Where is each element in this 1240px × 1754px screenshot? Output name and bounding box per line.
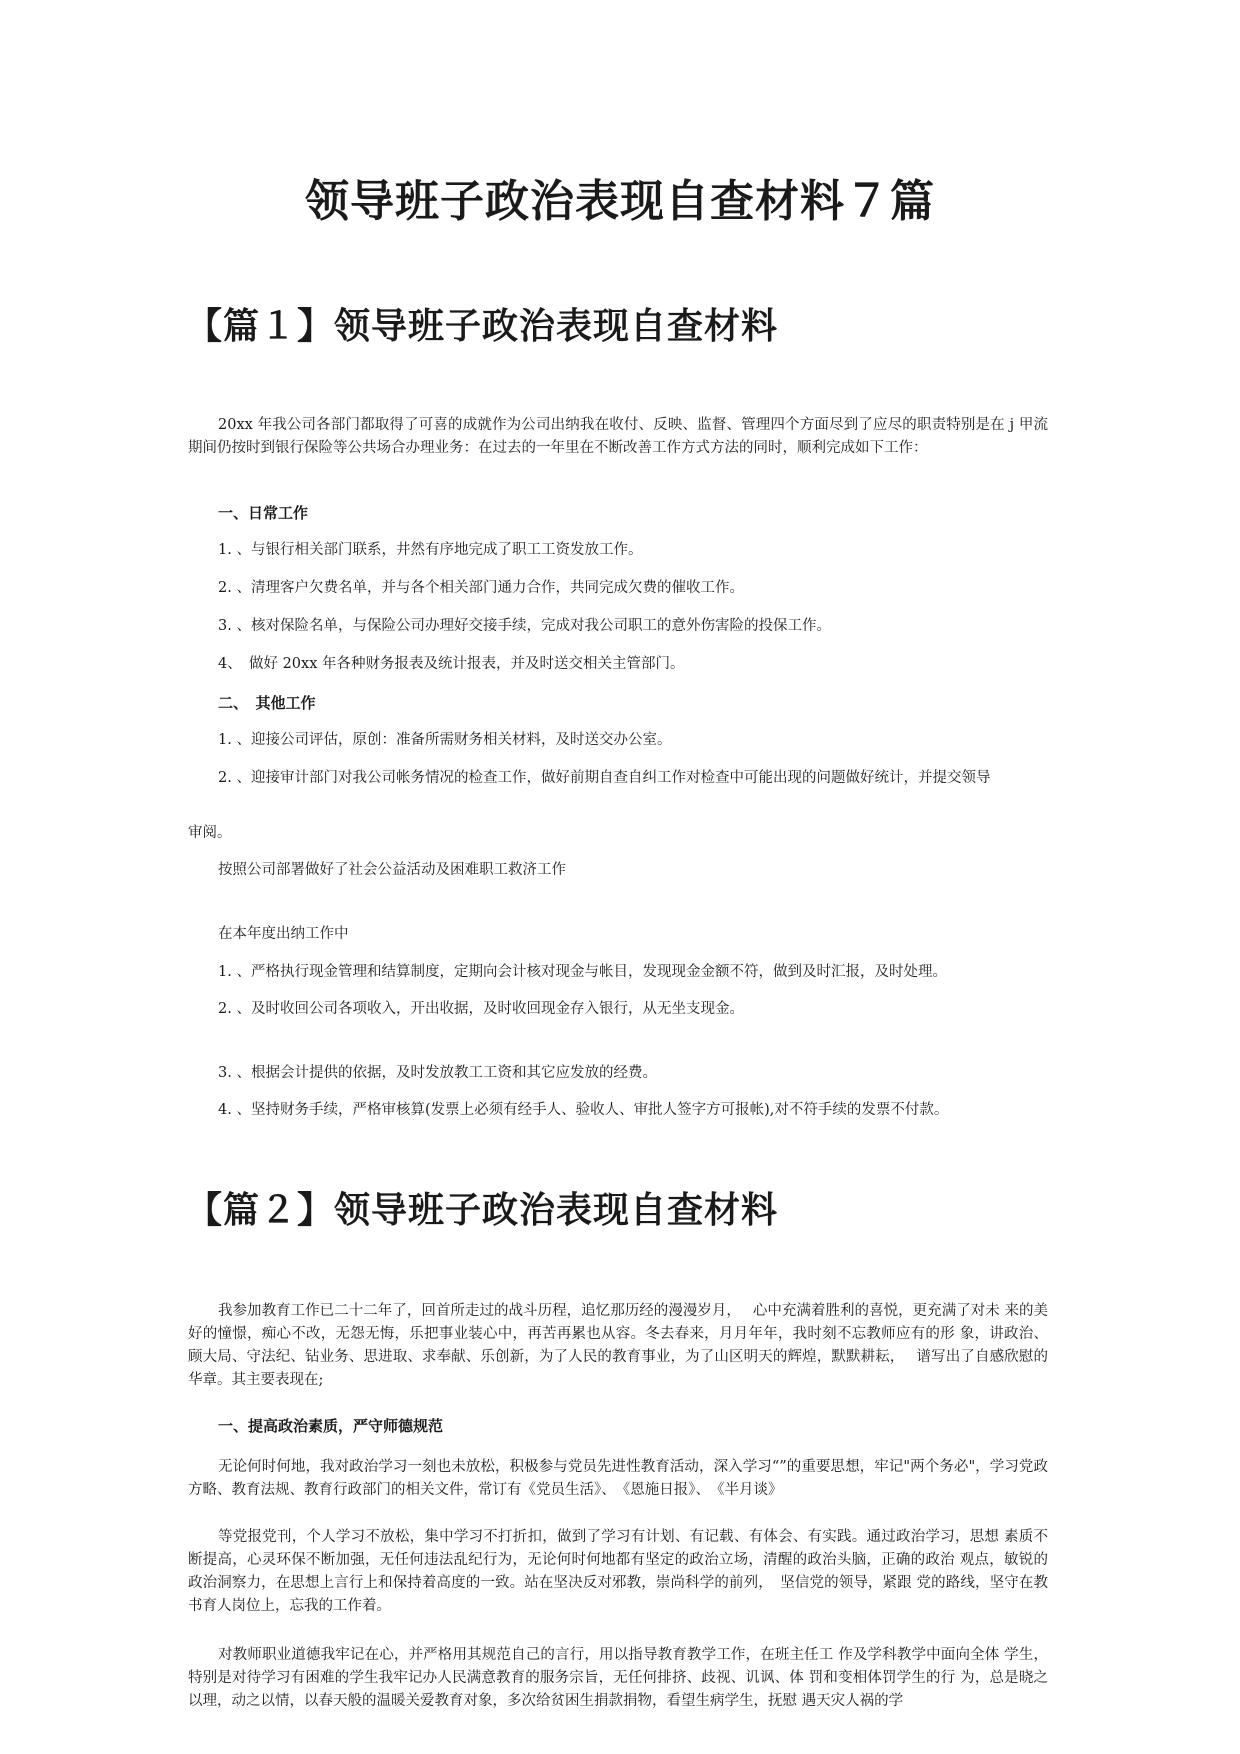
- section-1-subheading-daily-work: 一、日常工作: [218, 504, 309, 522]
- list-item: 3. 、根据会计提供的依据，及时发放教工工资和其它应发放的经费。: [218, 1065, 657, 1081]
- section-2-intro: 我参加教育工作已二十二年了，回首所走过的战斗历程，追忆那历经的漫漫岁月， 心中充满着胜利的喜悦，更充满了对未 来的美好的憧憬，痴心不改，无怨无悔，乐把事业装心中，再苦再累也从容。冬去春来，月月年年，我时刻不忘教师应有的形 象，讲政治、顾大局、守法纪、钻业务、思进取、求奉献、乐创新，为了人民的教育事业，为了山区明天的辉煌，默默耕耘， 谱写出了自感欣慰的华章。其主要表现在;: [188, 1303, 1048, 1388]
- section-2-heading: 【篇２】领导班子政治表现自查材料: [186, 1189, 779, 1231]
- section-2-paragraph: 无论何时何地，我对政治学习一刻也未放松，积极参与党员先进性教育活动，深入学习“”的重要思想，牢记"两个务必"，学习党政方略、教育法规、教育行政部门的相关文件，常订有《党员生活》、 《恩施日报》、 《半月谈》: [188, 1459, 1048, 1498]
- list-item: 4. 、坚持财务手续，严格审核算(发票上必须有经手人、验收人、审批人签字方可报帐),对不符手续的发票不付款。: [218, 1102, 949, 1118]
- continuation-line: 审阅。: [188, 825, 232, 841]
- section-1-subheading-other-work: 二、 其他工作: [218, 694, 316, 712]
- section-1-intro: 20xx 年我公司各部门都取得了可喜的成就作为公司出纳我在收付、反映、监督、管理四个方面尽到了应尽的职责特别是在 j 甲流期间仍按时到银行保险等公共场合办理业务：在过去的一年里在不断改善工作方式方法的同时，顺利完成如下工作：: [188, 417, 1048, 456]
- cashier-work-line: 在本年度出纳工作中: [218, 926, 349, 942]
- list-item: 2. 、清理客户欠费名单，并与各个相关部门通力合作，共同完成欠费的催收工作。: [218, 580, 744, 596]
- list-item: 1. 、迎接公司评估，原创：准备所需财务相关材料，及时送交办公室。: [218, 732, 672, 748]
- list-item: 2. 、及时收回公司各项收入，开出收据，及时收回现金存入银行，从无坐支现金。: [218, 1001, 744, 1017]
- section-2-paragraph: 对教师职业道德我牢记在心，并严格用其规范自己的言行，用以指导教育教学工作，在班主任工 作及学科教学中面向全体 学生，特别是对待学习有困难的学生我牢记办人民满意教育的服务宗旨，无任何排挤、歧视、讥讽、体 罚和变相体罚学生的行 为，总是晓之以理，动之以情，以春天般的温暖关爱教育对象，多次给贫困生捐款捐物，看望生病学生，抚慰 遇天灾人祸的学: [188, 1647, 1048, 1709]
- section-1-heading: 【篇１】领导班子政治表现自查材料: [186, 305, 779, 347]
- document-title: 领导班子政治表现自查材料７篇: [305, 176, 935, 227]
- list-item: 3. 、核对保险名单，与保险公司办理好交接手续，完成对我公司职工的意外伤害险的投保工作。: [218, 618, 831, 634]
- list-item: 1. 、严格执行现金管理和结算制度，定期向会计核对现金与帐目，发现现金金额不符，做到及时汇报，及时处理。: [218, 964, 947, 980]
- list-item: 2. 、迎接审计部门对我公司帐务情况的检查工作，做好前期自查自纠工作对检查中可能出现的问题做好统计，并提交领导: [218, 770, 991, 786]
- list-item: 4、 做好 20xx 年各种财务报表及统计报表，并及时送交相关主管部门。: [218, 656, 685, 672]
- public-welfare-line: 按照公司部署做好了社会公益活动及困难职工救济工作: [218, 862, 566, 878]
- section-2-paragraph: 等党报党刊，个人学习不放松，集中学习不打折扣，做到了学习有计划、有记载、有体会、有实践。通过政治学习，思想 素质不断提高，心灵环保不断加强，无任何违法乱纪行为，无论何时何地都有坚定的政治立场，清醒的政治头脑，正确的政治 观点，敏锐的政治洞察力，在思想上言行上和保持着高度的一致。站在坚决反对邪教，崇尚科学的前列， 坚信党的领导，紧跟 党的路线，坚守在教书育人岗位上，忘我的工作着。: [188, 1529, 1048, 1614]
- list-item: 1. 、与银行相关部门联系，井然有序地完成了职工工资发放工作。: [218, 542, 643, 558]
- section-2-subheading: 一、提高政治素质，严守师德规范: [218, 1417, 444, 1435]
